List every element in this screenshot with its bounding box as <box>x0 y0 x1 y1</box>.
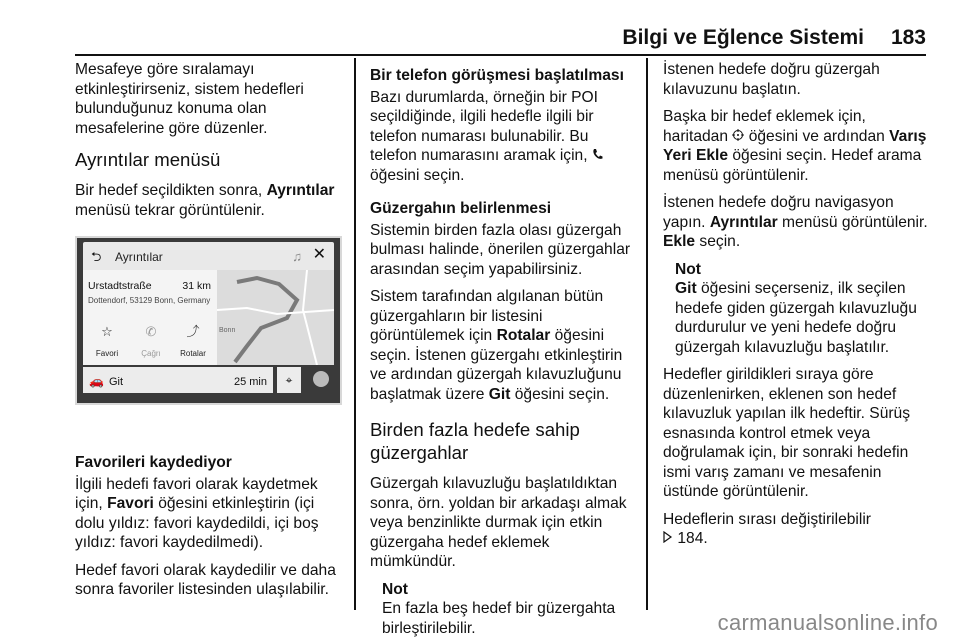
multi-destination-heading: Birden fazla hedefe sahip güzergahlar <box>370 419 580 464</box>
favorites-paragraph-2: Hedef favori olarak kaydedilir ve daha sonra favoriler listesinden ulaşılabilir. <box>75 561 336 598</box>
favorite-button[interactable]: ☆ Favori <box>87 322 127 363</box>
street-name: Urstadtstraße <box>88 280 152 292</box>
header-rule <box>75 54 926 56</box>
multi-destination-paragraph: Güzergah kılavuzluğu başlatıldıktan sonra, örn. yoldan bir arkadaşı almak veya benzinlikte durmak için etkin güzergaha hedef eklemek mümkündür. <box>370 475 627 571</box>
crosshair-icon <box>732 127 744 147</box>
route-paragraph-2: Sistem tarafından algılanan bütün güzergahların bir listesini görüntülemek için Rotalar öğesini seçin. İstenen güzergahı etkinleştirin ve ardından güzergah kılavuzluğunu başlatmak üzere Git öğesini seçin. <box>370 288 623 403</box>
column-2 <box>370 60 636 638</box>
play-icon[interactable] <box>313 371 329 387</box>
address: Dottendorf, 53129 Bonn, Germany <box>88 296 211 305</box>
svg-text:Bonn: Bonn <box>219 327 236 334</box>
distance: 31 km <box>182 280 211 292</box>
music-icon: ♫ <box>292 249 302 264</box>
go-label: Git <box>109 376 124 388</box>
pin-icon[interactable]: ⌖ <box>277 367 301 393</box>
call-heading: Bir telefon görüşmesi başlatılması <box>370 67 624 84</box>
note: Not Git öğesini seçerseniz, ilk seçilen hedefe giden güzergah kılavuzluğu durdurulur ve yeni hedefe doğru güzergah kılavuzluğu başlatılır. <box>675 260 917 356</box>
routes-button[interactable]: ⤴ Rotalar <box>173 322 213 363</box>
watermark: carmanualsonline.info <box>717 610 938 635</box>
column-3 <box>663 60 931 557</box>
screen-title: Ayrıntılar <box>115 250 163 264</box>
details-paragraph: Bir hedef seçildikten sonra, Ayrıntılar menüsü tekrar görüntülenir. <box>75 182 335 219</box>
column-divider <box>354 58 356 610</box>
step-paragraph-2: Başka bir hedef eklemek için, haritadan öğesini ve ardından Varış Yeri Ekle öğesini seçin. Hedef arama menüsü görüntülenir. <box>663 108 927 184</box>
call-button[interactable]: ✆ Çağrı <box>131 322 171 363</box>
route-paragraph-1: Sistemin birden fazla olası güzergah bulması halinde, önerilen güzergahlar arasından seçim yapabilirsiniz. <box>370 221 631 278</box>
column-divider <box>646 58 648 610</box>
star-icon: ☆ <box>101 324 113 339</box>
duration: 25 min <box>233 376 267 388</box>
phone-icon: ✆ <box>145 324 157 339</box>
close-icon[interactable]: ✕ <box>312 246 326 263</box>
route-heading: Güzergahın belirlenmesi <box>370 200 552 218</box>
car-icon: 🚗 <box>89 374 104 388</box>
reference-paragraph: Hedeflerin sırası değiştirilebilir 184. <box>663 510 871 548</box>
map-view[interactable] <box>217 270 334 365</box>
routes-icon: ⤴ <box>186 324 200 339</box>
note: Not En fazla beş hedef bir güzergahta birleştirilebilir. <box>382 580 616 637</box>
order-paragraph: Hedefler girildikleri sıraya göre düzenlenirken, eklenen son hedef kılavuzluk yapılan ilk hedeftir. Sürüş esnasında kontrol etmek veya doğrulamak için, bir sonraki hedefin ismi varış zamanı ve mesafenin üstünde görüntülenir. <box>663 366 911 501</box>
details-screenshot <box>75 236 342 405</box>
step-paragraph-3: İstenen hedefe doğru navigasyon yapın. Ayrıntılar menüsü görüntülenir. Ekle seçin. <box>663 194 928 251</box>
intro-paragraph: Mesafeye göre sıralamayı etkinleştirirseniz, sistem hedefleri bulunduğunuz konuma olan mesafelerine göre düzenler. <box>75 61 304 137</box>
step-paragraph-1: İstenen hedefe doğru güzergah kılavuzunu başlatın. <box>663 61 880 98</box>
page-header <box>0 0 960 56</box>
screen-title-bar <box>83 242 334 270</box>
go-bar[interactable] <box>83 367 273 393</box>
back-icon[interactable]: ⮌ <box>91 249 102 264</box>
destination-panel <box>83 270 217 365</box>
call-paragraph: Bazı durumlarda, örneğin bir POI seçildiğinde, ilgili hedefle ilgili bir telefon numarası bulunabilir. Bu telefon numarasını aramak için, öğesini seçin. <box>370 88 636 186</box>
chapter-title: Bilgi ve Eğlence Sistemi <box>622 26 864 49</box>
favorites-paragraph: İlgili hedefi favori olarak kaydetmek için, Favori öğesini etkinleştirin (içi dolu yıldız: favori kaydedildi, içi boş yıldız: favori kaydedilmedi). <box>75 475 319 551</box>
column-1 <box>75 60 341 608</box>
details-heading: Ayrıntılar menüsü <box>75 149 221 170</box>
phone-icon <box>592 146 603 166</box>
favorites-heading: Favorileri kaydediyor <box>75 454 232 471</box>
reference-arrow-icon <box>663 529 673 549</box>
page-number: 183 <box>890 26 926 49</box>
page-reference[interactable]: 184. <box>677 530 708 548</box>
